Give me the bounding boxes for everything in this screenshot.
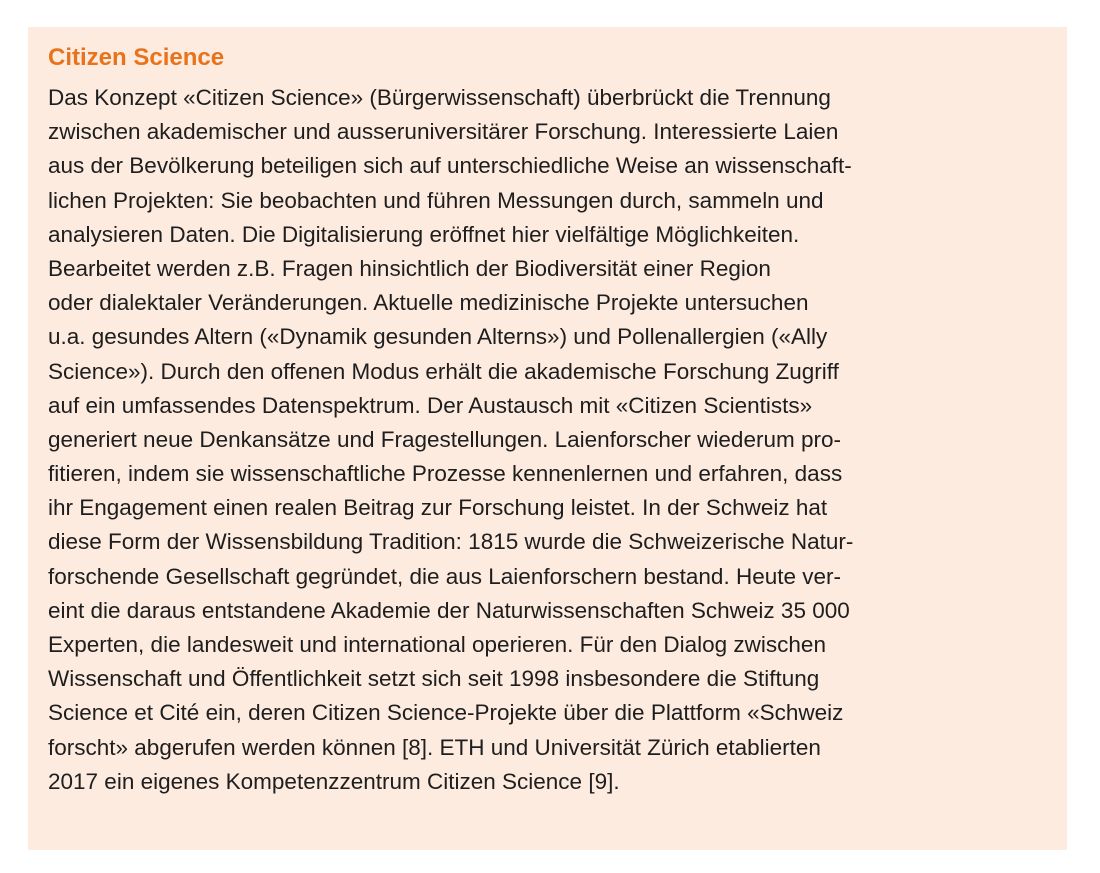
body-line: Science»). Durch den offenen Modus erhält die akademische Forschung Zugriff [48,358,839,384]
box-title: Citizen Science [48,44,225,71]
body-line: Wissenschaft und Öffentlichkeit setzt sich seit 1998 insbesondere die Stiftung [48,666,820,692]
body-line: auf ein umfassendes Datenspektrum. Der Austausch mit «Citizen Scientists» [48,392,813,418]
body-line: zwischen akademischer und ausseruniversitärer Forschung. Interessierte Laien [48,119,839,145]
body-line: Experten, die landesweit und international operieren. Für den Dialog zwischen [48,632,826,657]
body-line: 2017 ein eigenes Kompetenzzentrum Citizen Science [9]. [48,768,620,794]
box-body-text [48,81,1067,799]
body-line: analysieren Daten. Die Digitalisierung eröffnet hier vielfältige Möglichkeiten. [48,221,800,247]
citizen-science-info-box [28,27,1067,850]
body-line: Das Konzept «Citizen Science» (Bürgerwissenschaft) überbrückt die Trennung [48,85,831,110]
body-line: forschende Gesellschaft gegründet, die aus Laienforschern bestand. Heute ver- [48,563,841,589]
body-line: diese Form der Wissensbildung Tradition: 1815 wurde die Schweizerische Natur- [48,529,854,555]
body-line: fitieren, indem sie wissenschaftliche Prozesse kennenlernen und erfahren, dass [48,461,843,487]
body-line: ihr Engagement einen realen Beitrag zur Forschung leistet. In der Schweiz hat [48,495,828,521]
body-line: Science et Cité ein, deren Citizen Science-Projekte über die Plattform «Schweiz [48,700,844,726]
body-line: eint die daraus entstandene Akademie der Naturwissenschaften Schweiz 35 000 [48,597,850,623]
body-line: lichen Projekten: Sie beobachten und führen Messungen durch, sammeln und [48,187,824,213]
body-line: forscht» abgerufen werden können [8]. ETH und Universität Zürich etablierten [48,734,821,760]
body-line: Bearbeitet werden z.B. Fragen hinsichtlich der Biodiversität einer Region [48,255,771,281]
body-line: oder dialektaler Veränderungen. Aktuelle medizinische Projekte untersuchen [48,290,809,316]
body-line: generiert neue Denkansätze und Fragestellungen. Laienforscher wiederum pro- [48,426,841,452]
body-line: u.a. gesundes Altern («Dynamik gesunden Alterns») und Pollenallergien («Ally [48,324,828,350]
body-line: aus der Bevölkerung beteiligen sich auf unterschiedliche Weise an wissenschaft- [48,153,852,179]
